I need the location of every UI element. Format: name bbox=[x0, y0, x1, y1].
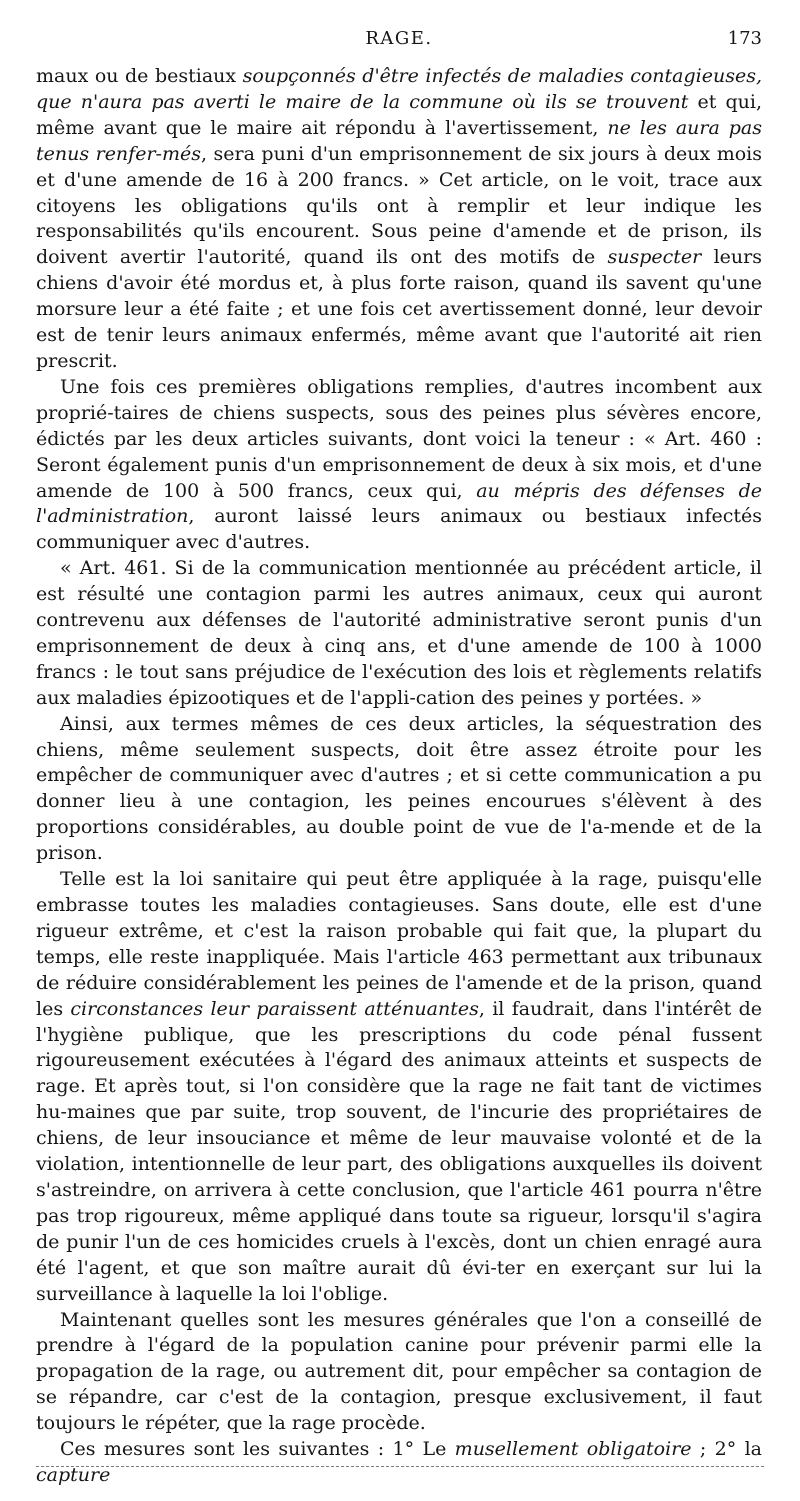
paragraph bbox=[36, 64, 762, 375]
footer-rule bbox=[36, 1466, 764, 1467]
italic-text: au mépris des défenses de l'administration bbox=[36, 479, 762, 528]
paragraph bbox=[36, 1308, 762, 1438]
italic-text: musellement obligatoire bbox=[454, 1438, 692, 1461]
page-header bbox=[36, 28, 762, 54]
italic-text: soupçonnés d'être infectés de maladies contagieuses, que n'aura pas averti le maire de la commune où ils se trouvent bbox=[36, 65, 762, 113]
paragraph bbox=[36, 375, 762, 556]
paragraph bbox=[36, 556, 762, 711]
text-run: « Art. 461. Si de la communication mentionnée au précédent article, il est résulté une contagion parmi les autres animaux, ceux qui auront contrevenu aux défenses de l'autorité administrative seront punis d'un emprisonnement de deux à cinq ans, et d'une amende de 100 à 1000 francs : le tout sans préjudice de l'exécution des lois et règlements relatifs aux maladies épizootiques et de l'appli-cation des peines y portées. » bbox=[36, 557, 762, 709]
italic-text: circonstances leur paraissent atténuantes bbox=[70, 997, 479, 1020]
text-run: Ces mesures sont les suivantes : 1° Le bbox=[60, 1438, 455, 1461]
italic-text: ne les aura pas tenus renfer-més bbox=[36, 116, 762, 165]
paragraph bbox=[36, 712, 762, 867]
italic-text: suspecter bbox=[607, 246, 702, 269]
body-text bbox=[36, 64, 762, 1489]
text-run: , sera puni d'un emprisonnement de six jours à deux mois et d'une amende de 16 à 200 francs. » Cet article, on le voit, trace aux citoyens les obligations qu'ils ont à remplir et leur indique les responsabilités qu'ils encourent. Sous peine d'amende et de prison, ils doivent avertir l'autorité, quand ils ont des motifs de bbox=[36, 142, 762, 269]
text-run: Ainsi, aux termes mêmes de ces deux articles, la séquestration des chiens, même seulement suspects, doit être assez étroite pour les empêcher de communiquer avec d'autres ; et si cette communication a pu donner lieu à une contagion, les peines encourues s'élèvent à des proportions considérables, au double point de vue de l'a-mende et de la prison. bbox=[36, 712, 762, 865]
text-run: , il faudrait, dans l'intérêt de l'hygiène publique, que les prescriptions du code pénal fussent rigoureusement exécutées à l'égard des animaux atteints et suspects de rage. Et après tout, si l'on considère que la rage ne fait tant de victimes hu-maines que par suite, trop souvent, de l'incurie des propriétaires de chiens, de leur insouciance et même de leur mauvaise volonté et de la violation, intentionnelle de leur part, des obligations auxquelles ils doivent s'astreindre, on arrivera à cette conclusion, que l'article 461 pourra n'être pas trop rigoureux, même appliqué dans toute sa rigueur, lorsqu'il s'agira de punir l'un de ces homicides cruels à l'excès, dont un chien enragé aura été l'agent, et que son maître aurait dû évi-ter en exerçant sur lui la surveillance à laquelle la loi l'oblige. bbox=[36, 997, 762, 1305]
page-number: 173 bbox=[727, 28, 762, 49]
text-run: Une fois ces premières obligations remplies, d'autres incombent aux proprié-taires de chiens suspects, sous des peines plus sévères encore, édictés par les deux articles suivants, dont voici la teneur : « Art. 460 : Seront également punis d'un emprisonnement de deux à six mois, et d'une amende de 100 à 500 francs, ceux qui, bbox=[36, 375, 762, 502]
paragraph bbox=[36, 1437, 762, 1489]
text-run: et qui, même avant que le maire ait répondu à l'avertissement, bbox=[36, 90, 762, 139]
text-run: ; 2° la bbox=[691, 1438, 762, 1461]
text-run: leurs chiens d'avoir été mordus et, à plus forte raison, quand ils savent qu'une morsure leur a été faite ; et une fois cet avertissement donné, leur devoir est de tenir leurs animaux enfermés, même avant que l'autorité ait rien prescrit. bbox=[36, 246, 762, 372]
running-title: RAGE. bbox=[365, 28, 433, 49]
paragraph bbox=[36, 867, 762, 1307]
text-run: Telle est la loi sanitaire qui peut être appliquée à la rage, puisqu'elle embrasse toutes les maladies contagieuses. Sans doute, elle est d'une rigueur extrême, et c'est la raison probable qui fait que, la plupart du temps, elle reste inappliquée. Mais l'article 463 permettant aux tribunaux de réduire considérablement les peines de l'amende et de la prison, quand les bbox=[36, 868, 762, 1020]
italic-text: capture bbox=[36, 1463, 111, 1486]
text-run: maux ou de bestiaux bbox=[36, 65, 243, 87]
text-run: Maintenant quelles sont les mesures générales que l'on a conseillé de prendre à l'égard de la population canine pour prévenir parmi elle la propagation de la rage, ou autrement dit, pour empêcher sa contagion de se répandre, car c'est de la contagion, presque exclusivement, il faut toujours le répéter, que la rage procède. bbox=[36, 1308, 762, 1435]
text-run: , auront laissé leurs animaux ou bestiaux infectés communiquer avec d'autres. bbox=[36, 505, 762, 554]
